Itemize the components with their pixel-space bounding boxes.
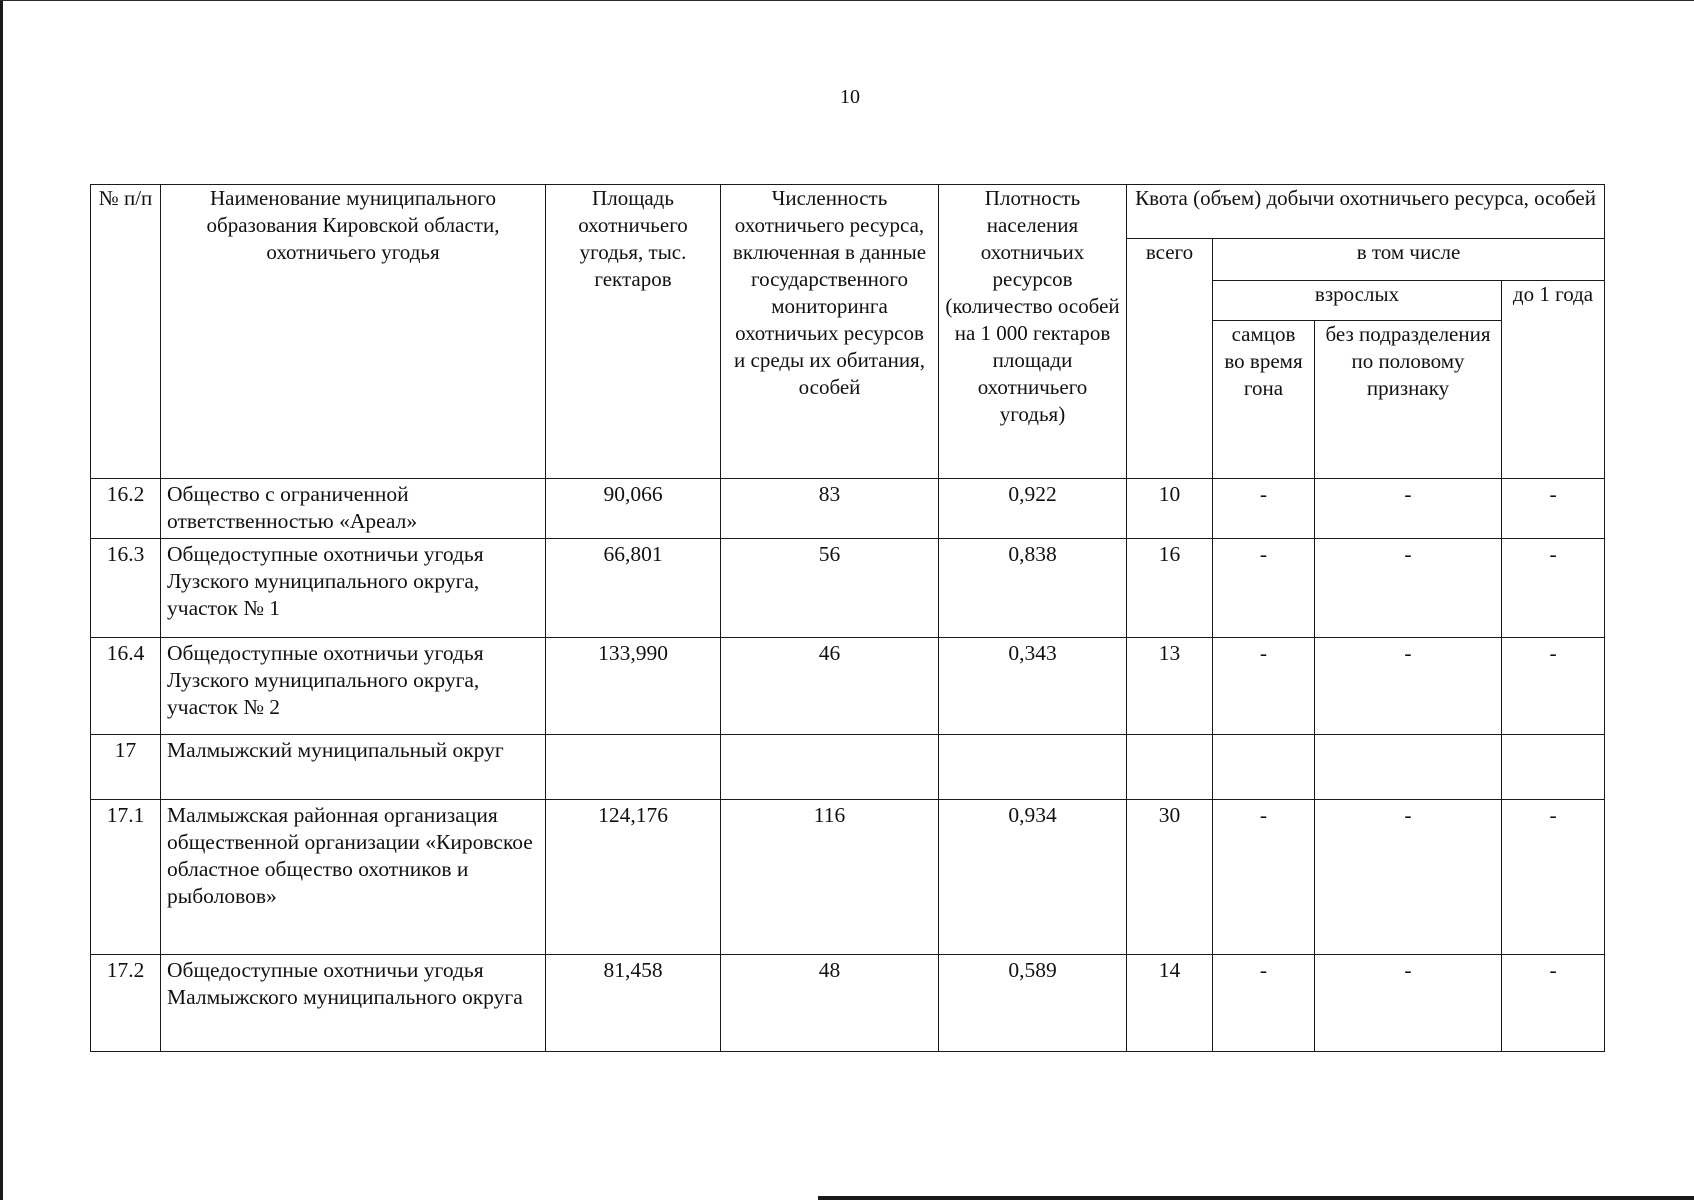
row-population: 56: [721, 539, 939, 638]
row-males-rut: -: [1213, 479, 1315, 539]
page-number: 10: [840, 86, 860, 108]
table-row: [91, 539, 1605, 638]
row-population: 116: [721, 800, 939, 955]
row-density: 0,922: [939, 479, 1127, 539]
row-under-one: -: [1502, 479, 1605, 539]
header-males-rut: самцов во время гона: [1213, 321, 1315, 479]
header-total: всего: [1127, 239, 1213, 479]
row-density: 0,343: [939, 638, 1127, 735]
header-no-sex-division: без подразделения по половому признаку: [1315, 321, 1502, 479]
header-under-one: до 1 года: [1502, 281, 1605, 479]
row-under-one: -: [1502, 539, 1605, 638]
scan-edge-left: [0, 0, 3, 1200]
row-under-one: -: [1502, 638, 1605, 735]
row-total: 14: [1127, 955, 1213, 1052]
table-row: [91, 800, 1605, 955]
row-population: 83: [721, 479, 939, 539]
row-no-sex-division: -: [1315, 479, 1502, 539]
table-row: [91, 735, 1605, 800]
row-name: Общедоступные охотничьи угодья Лузского муниципального округа, участок № 2: [161, 638, 546, 735]
row-no: 16.4: [91, 638, 161, 735]
quota-table: [90, 184, 1605, 1052]
row-population: [721, 735, 939, 800]
row-no: 16.2: [91, 479, 161, 539]
row-males-rut: -: [1213, 539, 1315, 638]
row-area: 124,176: [546, 800, 721, 955]
row-total: 30: [1127, 800, 1213, 955]
header-name: Наименование муниципального образования Кировской области, охотничьего угодья: [161, 185, 546, 479]
row-area: 81,458: [546, 955, 721, 1052]
header-density: Плотность населения охотничьих ресурсов (количество особей на 1 000 гектаров площади охотничьего угодья): [939, 185, 1127, 479]
row-name: Общедоступные охотничьи угодья Малмыжского муниципального округа: [161, 955, 546, 1052]
table-row: [91, 638, 1605, 735]
row-total: 13: [1127, 638, 1213, 735]
row-no-sex-division: [1315, 735, 1502, 800]
scan-edge-top: [0, 0, 1694, 1]
row-no-sex-division: -: [1315, 955, 1502, 1052]
table-row: [91, 479, 1605, 539]
row-area: 90,066: [546, 479, 721, 539]
row-no: 17: [91, 735, 161, 800]
row-males-rut: -: [1213, 800, 1315, 955]
row-no-sex-division: -: [1315, 638, 1502, 735]
row-total: 16: [1127, 539, 1213, 638]
header-area: Площадь охотничьего угодья, тыс. гектаров: [546, 185, 721, 479]
row-males-rut: [1213, 735, 1315, 800]
row-total: 10: [1127, 479, 1213, 539]
row-no-sex-division: -: [1315, 800, 1502, 955]
table-row: [91, 955, 1605, 1052]
row-under-one: -: [1502, 955, 1605, 1052]
table-header: [91, 185, 1605, 479]
header-population: Численность охотничьего ресурса, включенная в данные государственного мониторинга охотничьих ресурсов и среды их обитания, особей: [721, 185, 939, 479]
row-under-one: -: [1502, 800, 1605, 955]
row-males-rut: -: [1213, 638, 1315, 735]
row-area: 66,801: [546, 539, 721, 638]
row-no: 16.3: [91, 539, 161, 638]
scan-edge-bottom: [818, 1196, 1694, 1200]
row-males-rut: -: [1213, 955, 1315, 1052]
row-density: 0,589: [939, 955, 1127, 1052]
row-name: Малмыжская районная организация общественной организации «Кировское областное общество охотников и рыболовов»: [161, 800, 546, 955]
row-population: 46: [721, 638, 939, 735]
header-including: в том числе: [1213, 239, 1605, 281]
header-quota: Квота (объем) добычи охотничьего ресурса, особей: [1127, 185, 1605, 239]
row-area: 133,990: [546, 638, 721, 735]
row-no-sex-division: -: [1315, 539, 1502, 638]
row-area: [546, 735, 721, 800]
row-density: 0,934: [939, 800, 1127, 955]
header-adults: взрослых: [1213, 281, 1502, 321]
row-under-one: [1502, 735, 1605, 800]
row-no: 17.1: [91, 800, 161, 955]
row-name: Малмыжский муниципальный округ: [161, 735, 546, 800]
row-population: 48: [721, 955, 939, 1052]
row-no: 17.2: [91, 955, 161, 1052]
row-name: Общедоступные охотничьи угодья Лузского муниципального округа, участок № 1: [161, 539, 546, 638]
row-density: [939, 735, 1127, 800]
row-density: 0,838: [939, 539, 1127, 638]
row-name: Общество с ограниченной ответственностью «Ареал»: [161, 479, 546, 539]
row-total: [1127, 735, 1213, 800]
header-no: № п/п: [91, 185, 161, 479]
